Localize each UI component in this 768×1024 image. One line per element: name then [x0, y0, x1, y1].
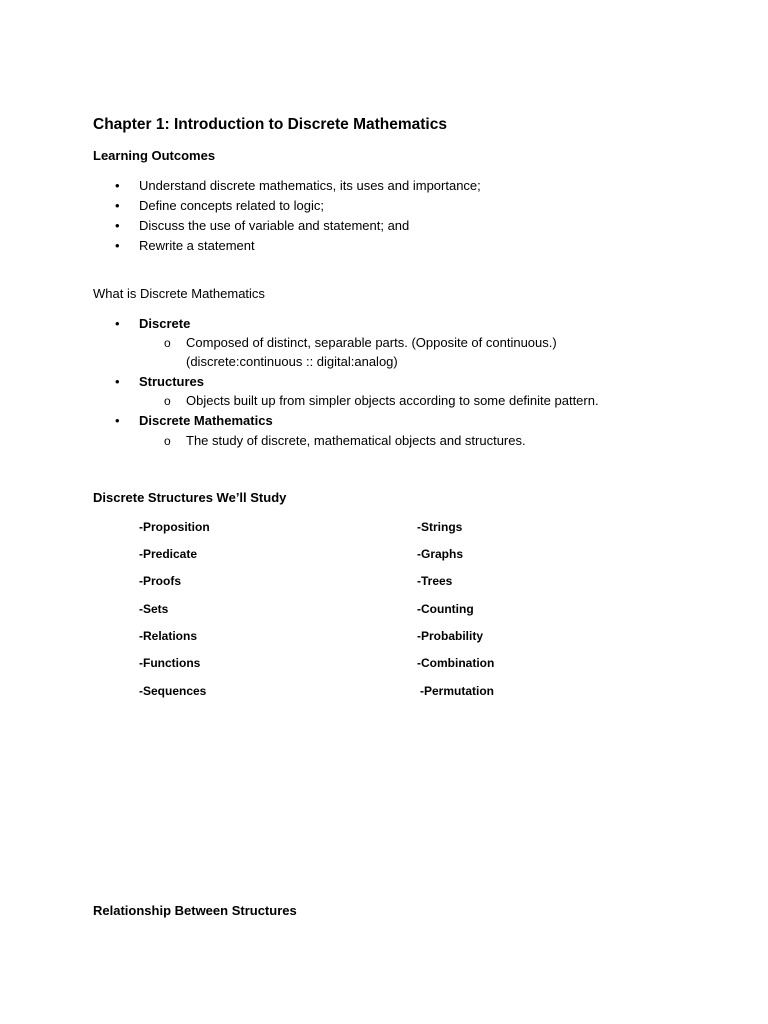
structure-item: -Probability [417, 629, 484, 643]
structure-item: -Trees [417, 574, 453, 588]
bullet-icon: • [115, 198, 120, 213]
structure-item: -Strings [417, 520, 463, 534]
sub-bullet-icon: o [164, 434, 171, 448]
structure-item: -Proofs [139, 574, 181, 588]
structure-item: -Relations [139, 629, 198, 643]
structures-heading: Discrete Structures We’ll Study [93, 490, 287, 505]
structure-item: -Predicate [139, 547, 198, 561]
structure-item: -Graphs [417, 547, 464, 561]
chapter-title: Chapter 1: Introduction to Discrete Mathematics [93, 116, 447, 133]
structure-item: -Permutation [420, 684, 495, 698]
definition-detail: Composed of distinct, separable parts. (Opposite of continuous.) [186, 335, 557, 350]
definition-term: Discrete Mathematics [139, 413, 273, 428]
sub-bullet-icon: o [164, 394, 171, 408]
definition-detail: (discrete:continuous :: digital:analog) [186, 354, 398, 369]
structure-item: -Sets [139, 602, 169, 616]
definition-detail: The study of discrete, mathematical objects and structures. [186, 433, 526, 448]
relationship-heading: Relationship Between Structures [93, 903, 297, 918]
structure-item: -Sequences [139, 684, 207, 698]
bullet-icon: • [115, 178, 120, 193]
list-item-text: Define concepts related to logic; [139, 198, 324, 213]
structure-item: -Counting [417, 602, 474, 616]
definition-term: Structures [139, 374, 205, 389]
what-is-heading: What is Discrete Mathematics [93, 286, 265, 301]
definition-detail: Objects built up from simpler objects according to some definite pattern. [186, 393, 599, 408]
list-item-text: Understand discrete mathematics, its uses and importance; [139, 178, 481, 193]
bullet-icon: • [115, 218, 120, 233]
bullet-icon: • [115, 316, 120, 331]
list-item-text: Discuss the use of variable and statement; and [139, 218, 410, 233]
learning-outcomes-heading: Learning Outcomes [93, 148, 216, 163]
structure-item: -Proposition [139, 520, 210, 534]
structure-item: -Combination [417, 656, 495, 670]
bullet-icon: • [115, 413, 120, 428]
list-item-text: Rewrite a statement [139, 238, 255, 253]
structure-item: -Functions [139, 656, 201, 670]
sub-bullet-icon: o [164, 336, 171, 350]
bullet-icon: • [115, 374, 120, 389]
definition-term: Discrete [139, 316, 191, 331]
bullet-icon: • [115, 238, 120, 253]
